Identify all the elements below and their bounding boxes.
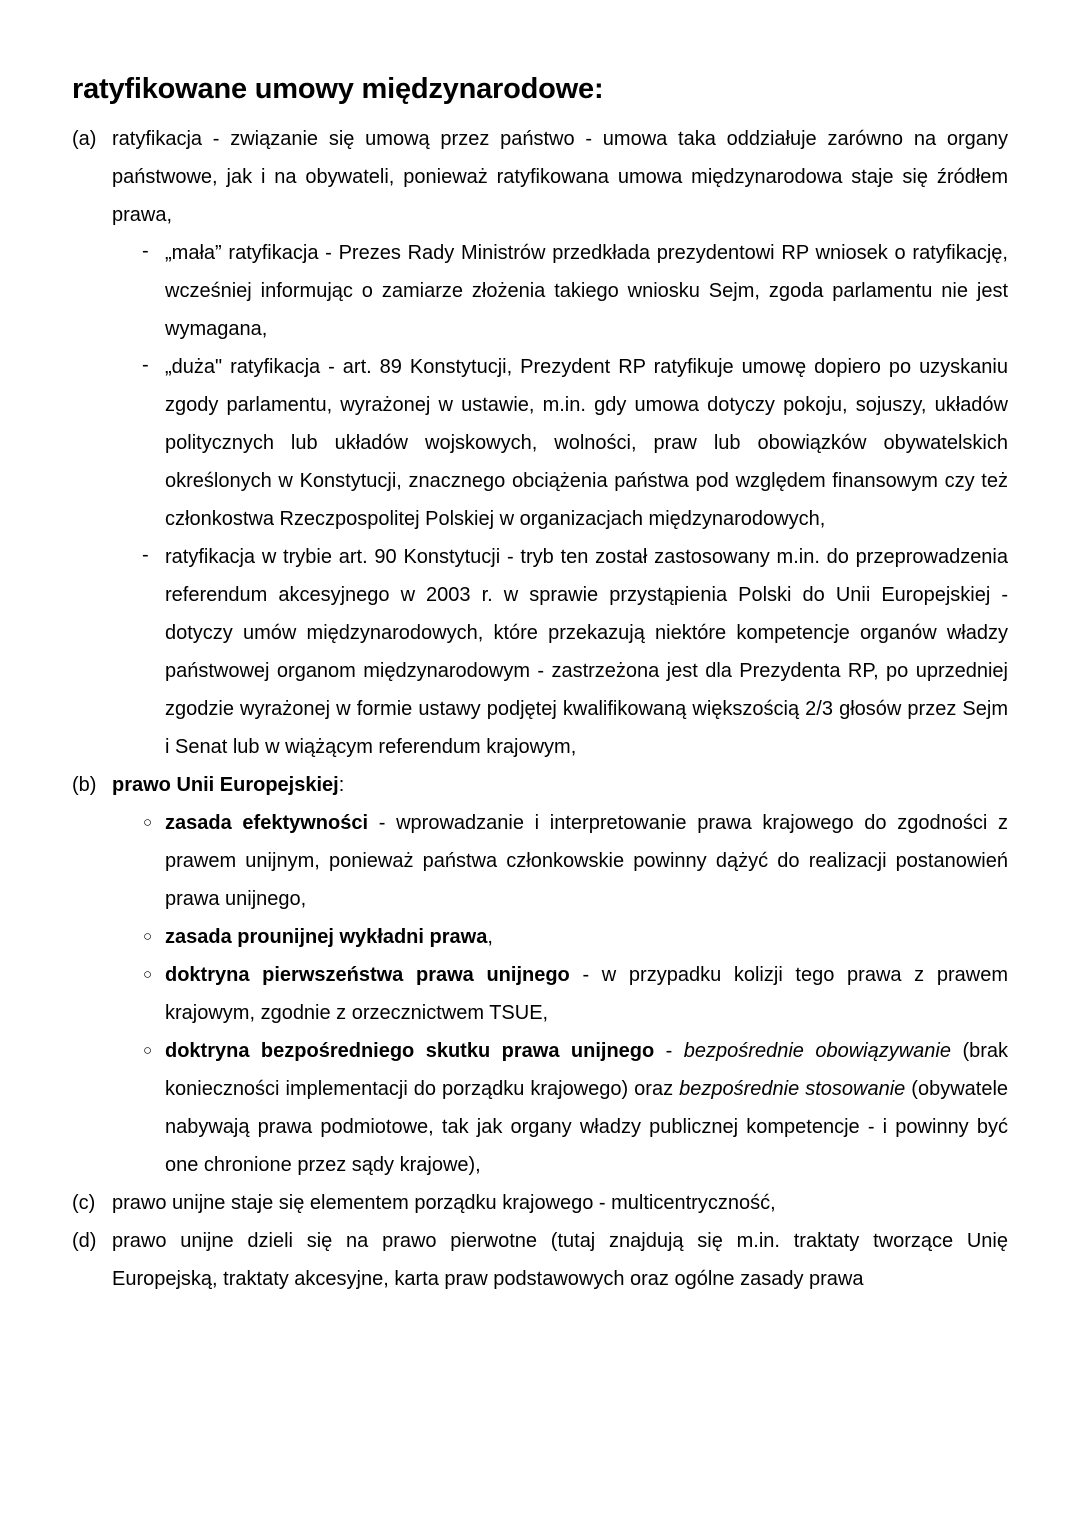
outline-list (72, 120, 1008, 1298)
list-item-a-sub-2-text: „duża" ratyfikacja - art. 89 Konstytucji, Prezydent RP ratyfikuje umowę dopiero po uzyskaniu zgody parlamentu, wyrażonej w ustawie, m.in. gdy umowa dotyczy pokoju, sojuszy, układów politycznych lub układów wojskowych, wolności, praw lub obowiązków obywatelskich określonych w Konstytucji, znacznego obciążenia państwa pod względem finansowym czy też członkostwa Rzeczpospolitej Polskiej w organizacjach międzynarodowych, (165, 356, 1008, 531)
list-item-a-sub-1-text: „mała” ratyfikacja - Prezes Rady Ministrów przedkłada prezydentowi RP wniosek o ratyfikację, wcześniej informując o zamiarze złożenia takiego wniosku Sejm, zgoda parlamentu nie jest wymagana, (165, 242, 1008, 341)
dash-marker: - (142, 354, 149, 377)
list-item-c (72, 1184, 1008, 1222)
list-item-a-sub-2 (142, 348, 1008, 538)
term-bezposrednie-stosowanie: bezpośrednie stosowanie (679, 1078, 906, 1101)
list-item-b-sub-4 (142, 1032, 1008, 1184)
term-doktryna-pierwszenstwa: doktryna pierwszeństwa prawa unijnego (165, 964, 570, 987)
list-item-a-sub-3-text: ratyfikacja w trybie art. 90 Konstytucji - tryb ten został zastosowany m.in. do przeprowadzenia referendum akcesyjnego w 2003 r. w sprawie przystąpienia Polski do Unii Europejskiej - dotyczy umów międzynarodowych, które przekazują niektóre kompetencje organów władzy państwowej organom międzynarodowym - zastrzeżona jest dla Prezydenta RP, po uprzedniej zgodzie wyrażonej w formie ustawy podjętej kwalifikowaną większością 2/3 głosów przez Sejm i Senat lub w wiążącym referendum krajowym, (165, 546, 1008, 759)
term-zasada-efektywnosci: zasada efektywności (165, 812, 369, 835)
list-marker-a: (a) (72, 128, 97, 151)
list-item-b-text (112, 766, 1008, 804)
list-item-b-sub-1-rest: - wprowadzanie i interpretowanie prawa krajowego do zgodności z prawem unijnym, ponieważ państwa członkowskie powinny dążyć do realizacji postanowień prawa unijnego, (165, 812, 1009, 911)
list-item-a (72, 120, 1008, 234)
list-marker-c: (c) (72, 1192, 96, 1215)
list-item-b-sub-4-rest-1: - (654, 1040, 684, 1063)
list-item-b (72, 766, 1008, 804)
list-item-b-sub-4-text (165, 1032, 1008, 1184)
list-item-b-lead-bold: prawo Unii Europejskiej (112, 774, 339, 797)
list-item-d-text: prawo unijne dzieli się na prawo pierwotne (tutaj znajdują się m.in. traktaty tworzące Unię Europejską, traktaty akcesyjne, karta praw podstawowych oraz ogólne zasady prawa (112, 1230, 1008, 1291)
term-doktryna-bezposredniego-skutku: doktryna bezpośredniego skutku prawa unijnego (165, 1040, 655, 1063)
list-item-b-sub-1 (142, 804, 1008, 918)
circle-bullet-icon: ○ (143, 1042, 153, 1060)
list-item-d (72, 1222, 1008, 1298)
sublist-a (72, 234, 1008, 766)
list-item-a-sub-1 (142, 234, 1008, 348)
circle-bullet-icon: ○ (143, 814, 153, 832)
circle-bullet-icon: ○ (143, 928, 153, 946)
list-marker-d: (d) (72, 1230, 97, 1253)
term-bezposrednie-obowiazywanie: bezpośrednie obowiązywanie (683, 1040, 951, 1063)
list-item-a-sub-3 (142, 538, 1008, 766)
list-item-b-sub-2-rest: , (487, 926, 493, 949)
list-item-b-lead-tail: : (338, 774, 345, 797)
circle-bullet-icon: ○ (143, 966, 153, 984)
list-marker-b: (b) (72, 774, 97, 797)
list-item-b-sub-2 (142, 918, 1008, 956)
list-item-b-sub-3-text (165, 956, 1008, 1032)
list-item-b-sub-2-text (165, 918, 1008, 956)
list-item-b-sub-4-rest-2: (brak konieczności implementacji do porządku krajowego) oraz (165, 1040, 1009, 1101)
list-item-b-sub-4-rest-3: (obywatele nabywają prawa podmiotowe, tak jak organy władzy publicznej kompetencje - i powinny być one chronione przez sądy krajowe), (165, 1078, 1009, 1177)
list-item-c-text: prawo unijne staje się elementem porządku krajowego - multicentryczność, (112, 1192, 776, 1215)
dash-marker: - (142, 544, 149, 567)
list-item-b-sub-3-rest: - w przypadku kolizji tego prawa z prawem krajowym, zgodnie z orzecznictwem TSUE, (165, 964, 1008, 1025)
list-item-b-sub-1-text (165, 804, 1008, 918)
list-item-b-sub-3 (142, 956, 1008, 1032)
dash-marker: - (142, 240, 149, 263)
page-title: ratyfikowane umowy międzynarodowe: (72, 73, 604, 105)
term-zasada-prounijnej-wykladni: zasada prounijnej wykładni prawa (165, 926, 488, 949)
sublist-b (72, 804, 1008, 1184)
list-item-a-text: ratyfikacja - związanie się umową przez państwo - umowa taka oddziałuje zarówno na organy państwowe, jak i na obywateli, ponieważ ratyfikowana umowa międzynarodowa staje się źródłem prawa, (112, 128, 1008, 227)
